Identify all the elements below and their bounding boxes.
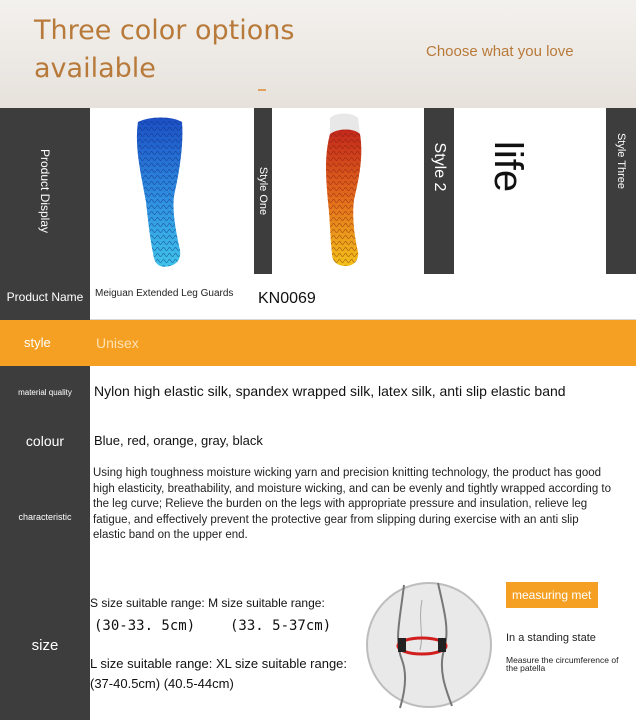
divider-tick [258,89,266,91]
style-three-cell [606,108,636,274]
style-one-cell [254,108,272,274]
style-2-cell [424,108,454,274]
product-name-value: Meiguan Extended Leg Guards [95,288,234,299]
display-label-cell [0,108,90,274]
style-three-label: Style Three [615,132,627,190]
measure-note: Measure the circumference of the patella [506,655,619,673]
style-one-label: Style One [257,166,269,216]
size-label: size [0,570,90,720]
material-value: Nylon high elastic silk, spandex wrapped silk, latex silk, anti slip elastic band [94,383,566,399]
colour-row [90,418,636,464]
characteristic-label: characteristic [0,464,90,570]
style-row [0,320,636,366]
product-image-orange [272,108,424,274]
colour-label: colour [0,418,90,464]
product-name-label: Product Name [0,274,90,320]
characteristic-row [90,464,636,570]
size-row [90,570,636,720]
headline: Three color options available [34,15,295,84]
colour-value: Blue, red, orange, gray, black [94,433,263,448]
characteristic-value: Using high toughness moisture wicking yarn and precision knitting technology, the product has good high elasticity, breathability, and moisture wicking, and can be evenly and tightly wrapped according to the leg curve; Relieve the burden on the legs with appropriate pressure and insulation, relieve leg fatigue, and effectively prevent the protective gear from slipping during exercise with an anti slip elastic band on the upper end. [93,467,612,541]
size-line-1: S size suitable range: M size suitable range: [90,596,325,610]
material-label: material quality [0,366,90,418]
display-label: Product Display [38,148,52,234]
product-image-blue [90,108,254,274]
style-label: style [24,335,51,350]
measuring-method-badge: measuring met [506,582,598,608]
product-image-third [454,108,606,274]
tagline: Choose what you love [426,43,574,60]
product-name-row [90,274,636,320]
knee-measure-diagram [364,580,494,710]
standing-state-text: In a standing state [506,632,596,644]
style-2-label: Style 2 [431,142,448,192]
size-range-m: (33. 5-37cm) [230,618,332,634]
blue-leg-sleeve [90,108,254,274]
page-header [0,0,636,108]
size-line-3: L size suitable range: XL size suitable range: (37-40.5cm) (40.5-44cm) [90,656,348,691]
orange-leg-sleeve [272,108,424,274]
style-value: Unisex [96,335,139,351]
life-text: life [486,140,531,193]
product-code: KN0069 [258,290,316,307]
size-range-s: (30-33. 5cm) [94,618,196,634]
material-row [90,366,636,418]
